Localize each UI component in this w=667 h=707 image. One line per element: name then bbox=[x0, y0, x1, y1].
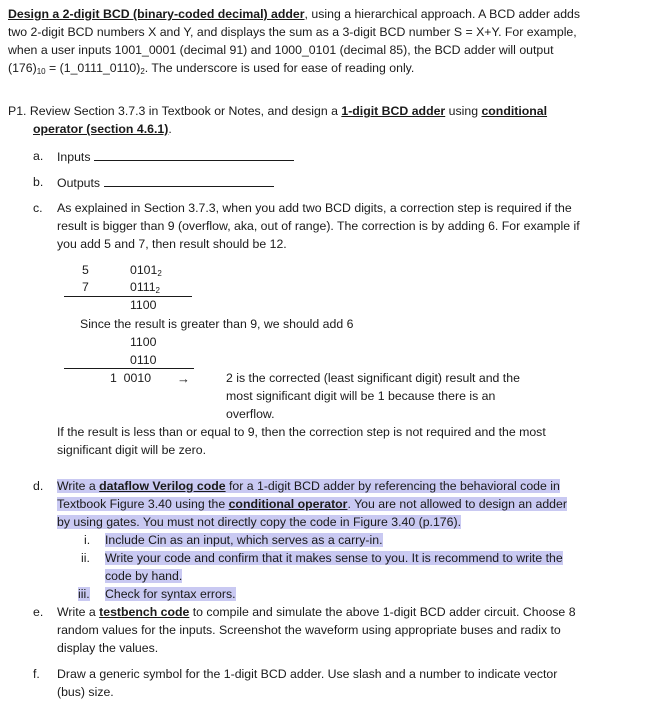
operator-section-term: operator (section 4.6.1) bbox=[33, 122, 169, 136]
item-a-marker: a. bbox=[33, 149, 44, 163]
inputs-label: Inputs bbox=[57, 150, 91, 164]
conditional-term: conditional bbox=[481, 104, 548, 118]
example-binary-0101: $0101_2$ bbox=[130, 263, 162, 278]
item-a bbox=[57, 148, 294, 166]
item-c-line-3: you add 5 and 7, then result should be 12. bbox=[57, 237, 287, 251]
subitem-iii-marker: iii. bbox=[78, 587, 90, 601]
subitem-ii-line-1: Write your code and confirm that it makes sense to you. It is recommend to write the bbox=[105, 551, 563, 565]
example-sum-1100: 1100 bbox=[130, 298, 157, 312]
example-digit-5: 5 bbox=[82, 263, 89, 277]
testbench-term: testbench code bbox=[99, 605, 190, 619]
item-c-line-1: As explained in Section 3.7.3, when you add two BCD digits, a correction step is required if the bbox=[57, 201, 572, 215]
item-d-marker: d. bbox=[33, 479, 44, 493]
item-f-line-2: (bus) size. bbox=[57, 685, 114, 699]
correction-operand-2: 0110 bbox=[130, 353, 157, 367]
bcd-adder-term: 1-digit BCD adder bbox=[341, 104, 446, 118]
item-e-line-1: Write a testbench code to compile and simulate the above 1-digit BCD adder circuit. Choose 8 bbox=[57, 605, 576, 619]
subitem-i: Include Cin as an input, which serves as a carry-in. bbox=[105, 533, 383, 547]
intro-line-3: when a user inputs 1001_0001 (decimal 91) and 1000_0101 (decimal 85), the BCD adder will output bbox=[8, 43, 554, 57]
outputs-label: Outputs bbox=[57, 176, 101, 190]
note-line-1: 2 is the corrected (least significant digit) result and the bbox=[226, 371, 520, 385]
subitem-ii-marker: ii. bbox=[81, 551, 90, 565]
conditional-operator-term: conditional operator bbox=[228, 497, 348, 511]
item-d-line-2: Textbook Figure 3.40 using the conditional operator. You are not allowed to design an adder bbox=[57, 497, 567, 511]
item-c-marker: c. bbox=[33, 201, 43, 215]
example-binary-0111: $0111_2$ bbox=[130, 280, 160, 295]
note-line-2: most significant digit will be 1 because there is an bbox=[226, 389, 496, 403]
p1-line-1: P1. Review Section 3.7.3 in Textbook or Notes, and design a 1-digit BCD adder using conditional bbox=[8, 104, 548, 118]
right-arrow-icon: → bbox=[177, 371, 190, 386]
after-line-2: significant digit will be zero. bbox=[57, 443, 206, 457]
item-b-marker: b. bbox=[33, 175, 44, 189]
item-e-line-3: display the values. bbox=[57, 641, 159, 655]
example-digit-7: 7 bbox=[82, 280, 89, 294]
item-f-marker: f. bbox=[33, 667, 40, 681]
subitem-i-marker: i. bbox=[84, 533, 91, 547]
item-d-line-3: by using gates. You must not directly copy the code in Figure 3.40 (p.176). bbox=[57, 515, 461, 529]
item-e-line-2: random values for the inputs. Screenshot the waveform using appropriate buses and radix to bbox=[57, 623, 561, 637]
note-line-3: overflow. bbox=[226, 407, 275, 421]
intro-line-4: $(176)_{10}$ = $(1\_0111\_0110)_2$. The underscore is used for ease of reading only. bbox=[8, 61, 415, 76]
item-d-line-1: Write a dataflow Verilog code for a 1-digit BCD adder by referencing the behavioral code in bbox=[57, 479, 560, 493]
intro-line-1: Design a 2-digit BCD (binary-coded decimal) adder, using a hierarchical approach. A BCD adder adds bbox=[8, 7, 581, 21]
dataflow-verilog-term: dataflow Verilog code bbox=[99, 479, 226, 493]
intro-line-2: two 2-digit BCD numbers X and Y, and displays the sum as a 3-digit BCD number S = X+Y. For example, bbox=[8, 25, 577, 39]
item-e-marker: e. bbox=[33, 605, 44, 619]
assignment-title: Design a 2-digit BCD (binary-coded decimal) adder bbox=[8, 7, 305, 21]
correction-divider bbox=[64, 368, 194, 369]
item-b bbox=[57, 174, 274, 192]
corrected-result: 1 0010 bbox=[110, 371, 152, 385]
after-line-1: If the result is less than or equal to 9, then the correction step is not required and the most bbox=[57, 425, 546, 439]
inputs-answer-blank[interactable] bbox=[94, 148, 294, 161]
sum-divider bbox=[64, 296, 192, 297]
since-text: Since the result is greater than 9, we should add 6 bbox=[80, 317, 354, 331]
subitem-ii-line-2: code by hand. bbox=[105, 569, 183, 583]
item-f-line-1: Draw a generic symbol for the 1-digit BCD adder. Use slash and a number to indicate vector bbox=[57, 667, 558, 681]
correction-operand-1: 1100 bbox=[130, 335, 157, 349]
subitem-iii: Check for syntax errors. bbox=[105, 587, 236, 601]
outputs-answer-blank[interactable] bbox=[104, 174, 274, 187]
item-c-line-2: result is bigger than 9 (overflow, aka, out of range). The correction is by adding 6. For example if bbox=[57, 219, 580, 233]
p1-line-2: operator (section 4.6.1). bbox=[33, 122, 172, 136]
